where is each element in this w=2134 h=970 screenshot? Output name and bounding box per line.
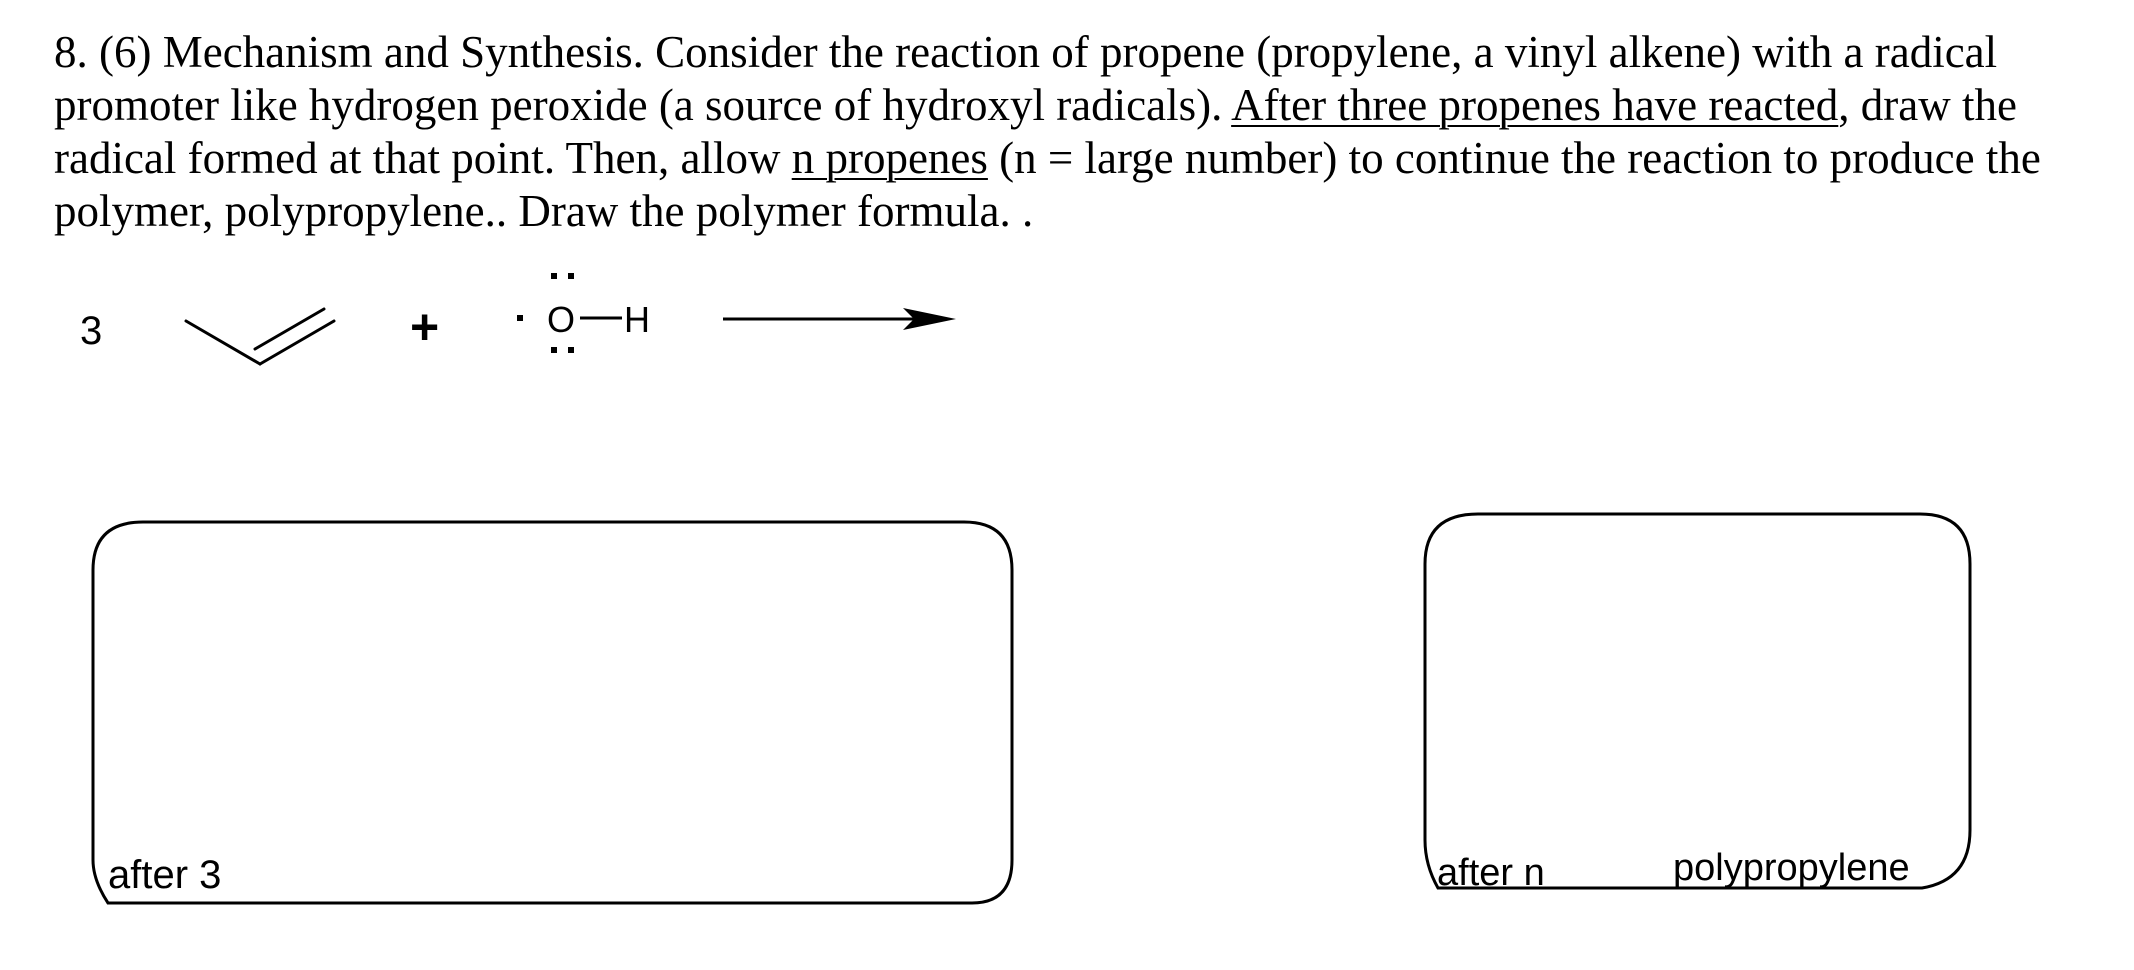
- answer-box-after-n[interactable]: [1425, 514, 1970, 888]
- underline-after-three: After three propenes have reacted: [1231, 80, 1839, 130]
- propene-structure-icon: [186, 309, 334, 364]
- hydroxyl-radical: [517, 273, 650, 353]
- box2-label-polypropylene: polypropylene: [1673, 847, 1910, 889]
- question-part-2: , draw the radical formed at that point. Then, allow: [54, 80, 2017, 183]
- reaction-arrow-icon: [723, 308, 956, 330]
- plus-sign: +: [410, 299, 440, 355]
- box1-label: after 3: [108, 853, 222, 897]
- underline-n-propenes: n propenes: [791, 133, 988, 183]
- question-part-3: (n = large number) to continue the reaction to produce the polymer, polypropylene.. Draw the polymer formula. .: [54, 133, 2041, 236]
- answer-box-after-3[interactable]: [93, 522, 1012, 903]
- box2-label-after-n: after n: [1437, 852, 1545, 894]
- question-part-1: 8. (6) Mechanism and Synthesis. Consider the reaction of propene (propylene, a vinyl alkene) with a radical promoter like hydrogen peroxide (a source of hydroxyl radicals).: [54, 27, 1998, 130]
- coefficient-3: 3: [80, 309, 103, 353]
- hydrogen-atom: H: [624, 299, 650, 340]
- radical-dot-icon: [517, 315, 523, 321]
- oxygen-atom: O: [547, 299, 576, 340]
